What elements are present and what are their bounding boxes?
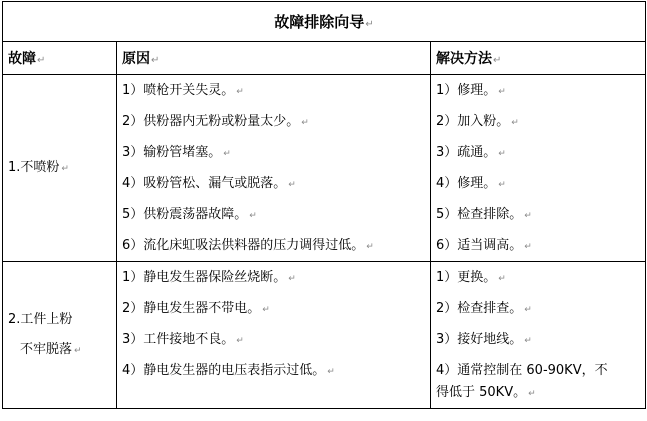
cause-cell bbox=[117, 75, 431, 262]
table-title: 故障排除向导 bbox=[274, 13, 365, 31]
fault-cell bbox=[3, 75, 117, 262]
cause-item: 1）喷枪开关失灵。 ↵ bbox=[122, 83, 244, 98]
solution-item: 4）通常控制在 60-90KV，不 bbox=[436, 363, 608, 378]
solution-item: 6）适当调高。 ↵ bbox=[436, 238, 532, 253]
table-row bbox=[3, 262, 646, 409]
fault-label-continued: 不牢脱落 ↵ bbox=[20, 341, 82, 357]
cause-item: 3）输粉管堵塞。 ↵ bbox=[122, 145, 231, 160]
fault-label: 1.不喷粉 ↵ bbox=[8, 159, 69, 175]
solution-item: 4）修理。 ↵ bbox=[436, 176, 506, 191]
header-solution-label: 解决方法 bbox=[436, 51, 492, 67]
header-fault bbox=[3, 42, 117, 75]
header-row bbox=[3, 42, 646, 75]
table-title-cell bbox=[3, 2, 646, 42]
solution-item: 2）加入粉。 ↵ bbox=[436, 114, 519, 129]
paragraph-mark: ↵ bbox=[151, 55, 160, 66]
solution-item: 5）检查排除。 ↵ bbox=[436, 207, 532, 222]
header-cause-label: 原因 bbox=[122, 51, 150, 67]
cause-item: 2）静电发生器不带电。 ↵ bbox=[122, 301, 270, 316]
solution-item: 3）接好地线。 ↵ bbox=[436, 332, 532, 347]
cause-item: 4）静电发生器的电压表指示过低。 ↵ bbox=[122, 363, 335, 378]
solution-item: 3）疏通。 ↵ bbox=[436, 145, 506, 160]
cause-item: 2）供粉器内无粉或粉量太少。 ↵ bbox=[122, 114, 309, 129]
header-cause bbox=[117, 42, 431, 75]
table-row bbox=[3, 75, 646, 262]
title-row bbox=[3, 2, 646, 42]
fault-label: 2.工件上粉 bbox=[8, 311, 73, 327]
solution-cell bbox=[431, 75, 646, 262]
solution-item: 1）更换。 ↵ bbox=[436, 270, 506, 285]
cause-item: 5）供粉震荡器故障。 ↵ bbox=[122, 207, 257, 222]
cause-item: 1）静电发生器保险丝烧断。 ↵ bbox=[122, 270, 296, 285]
solution-cell bbox=[431, 262, 646, 409]
troubleshooting-table bbox=[2, 1, 646, 409]
cause-item: 4）吸粉管松、漏气或脱落。 ↵ bbox=[122, 176, 296, 191]
paragraph-mark: ↵ bbox=[493, 55, 502, 66]
header-fault-label: 故障 bbox=[8, 51, 36, 67]
cause-item: 3）工件接地不良。 ↵ bbox=[122, 332, 244, 347]
paragraph-mark: ↵ bbox=[37, 55, 46, 66]
solution-item-continued: 得低于 50KV。 ↵ bbox=[436, 385, 536, 400]
solution-item: 2）检查排查。 ↵ bbox=[436, 301, 532, 316]
cause-cell bbox=[117, 262, 431, 409]
header-solution bbox=[431, 42, 646, 75]
fault-cell bbox=[3, 262, 117, 409]
paragraph-mark: ↵ bbox=[365, 19, 374, 30]
solution-item: 1）修理。 ↵ bbox=[436, 83, 506, 98]
cause-item: 6）流化床虹吸法供料器的压力调得过低。 ↵ bbox=[122, 238, 374, 253]
